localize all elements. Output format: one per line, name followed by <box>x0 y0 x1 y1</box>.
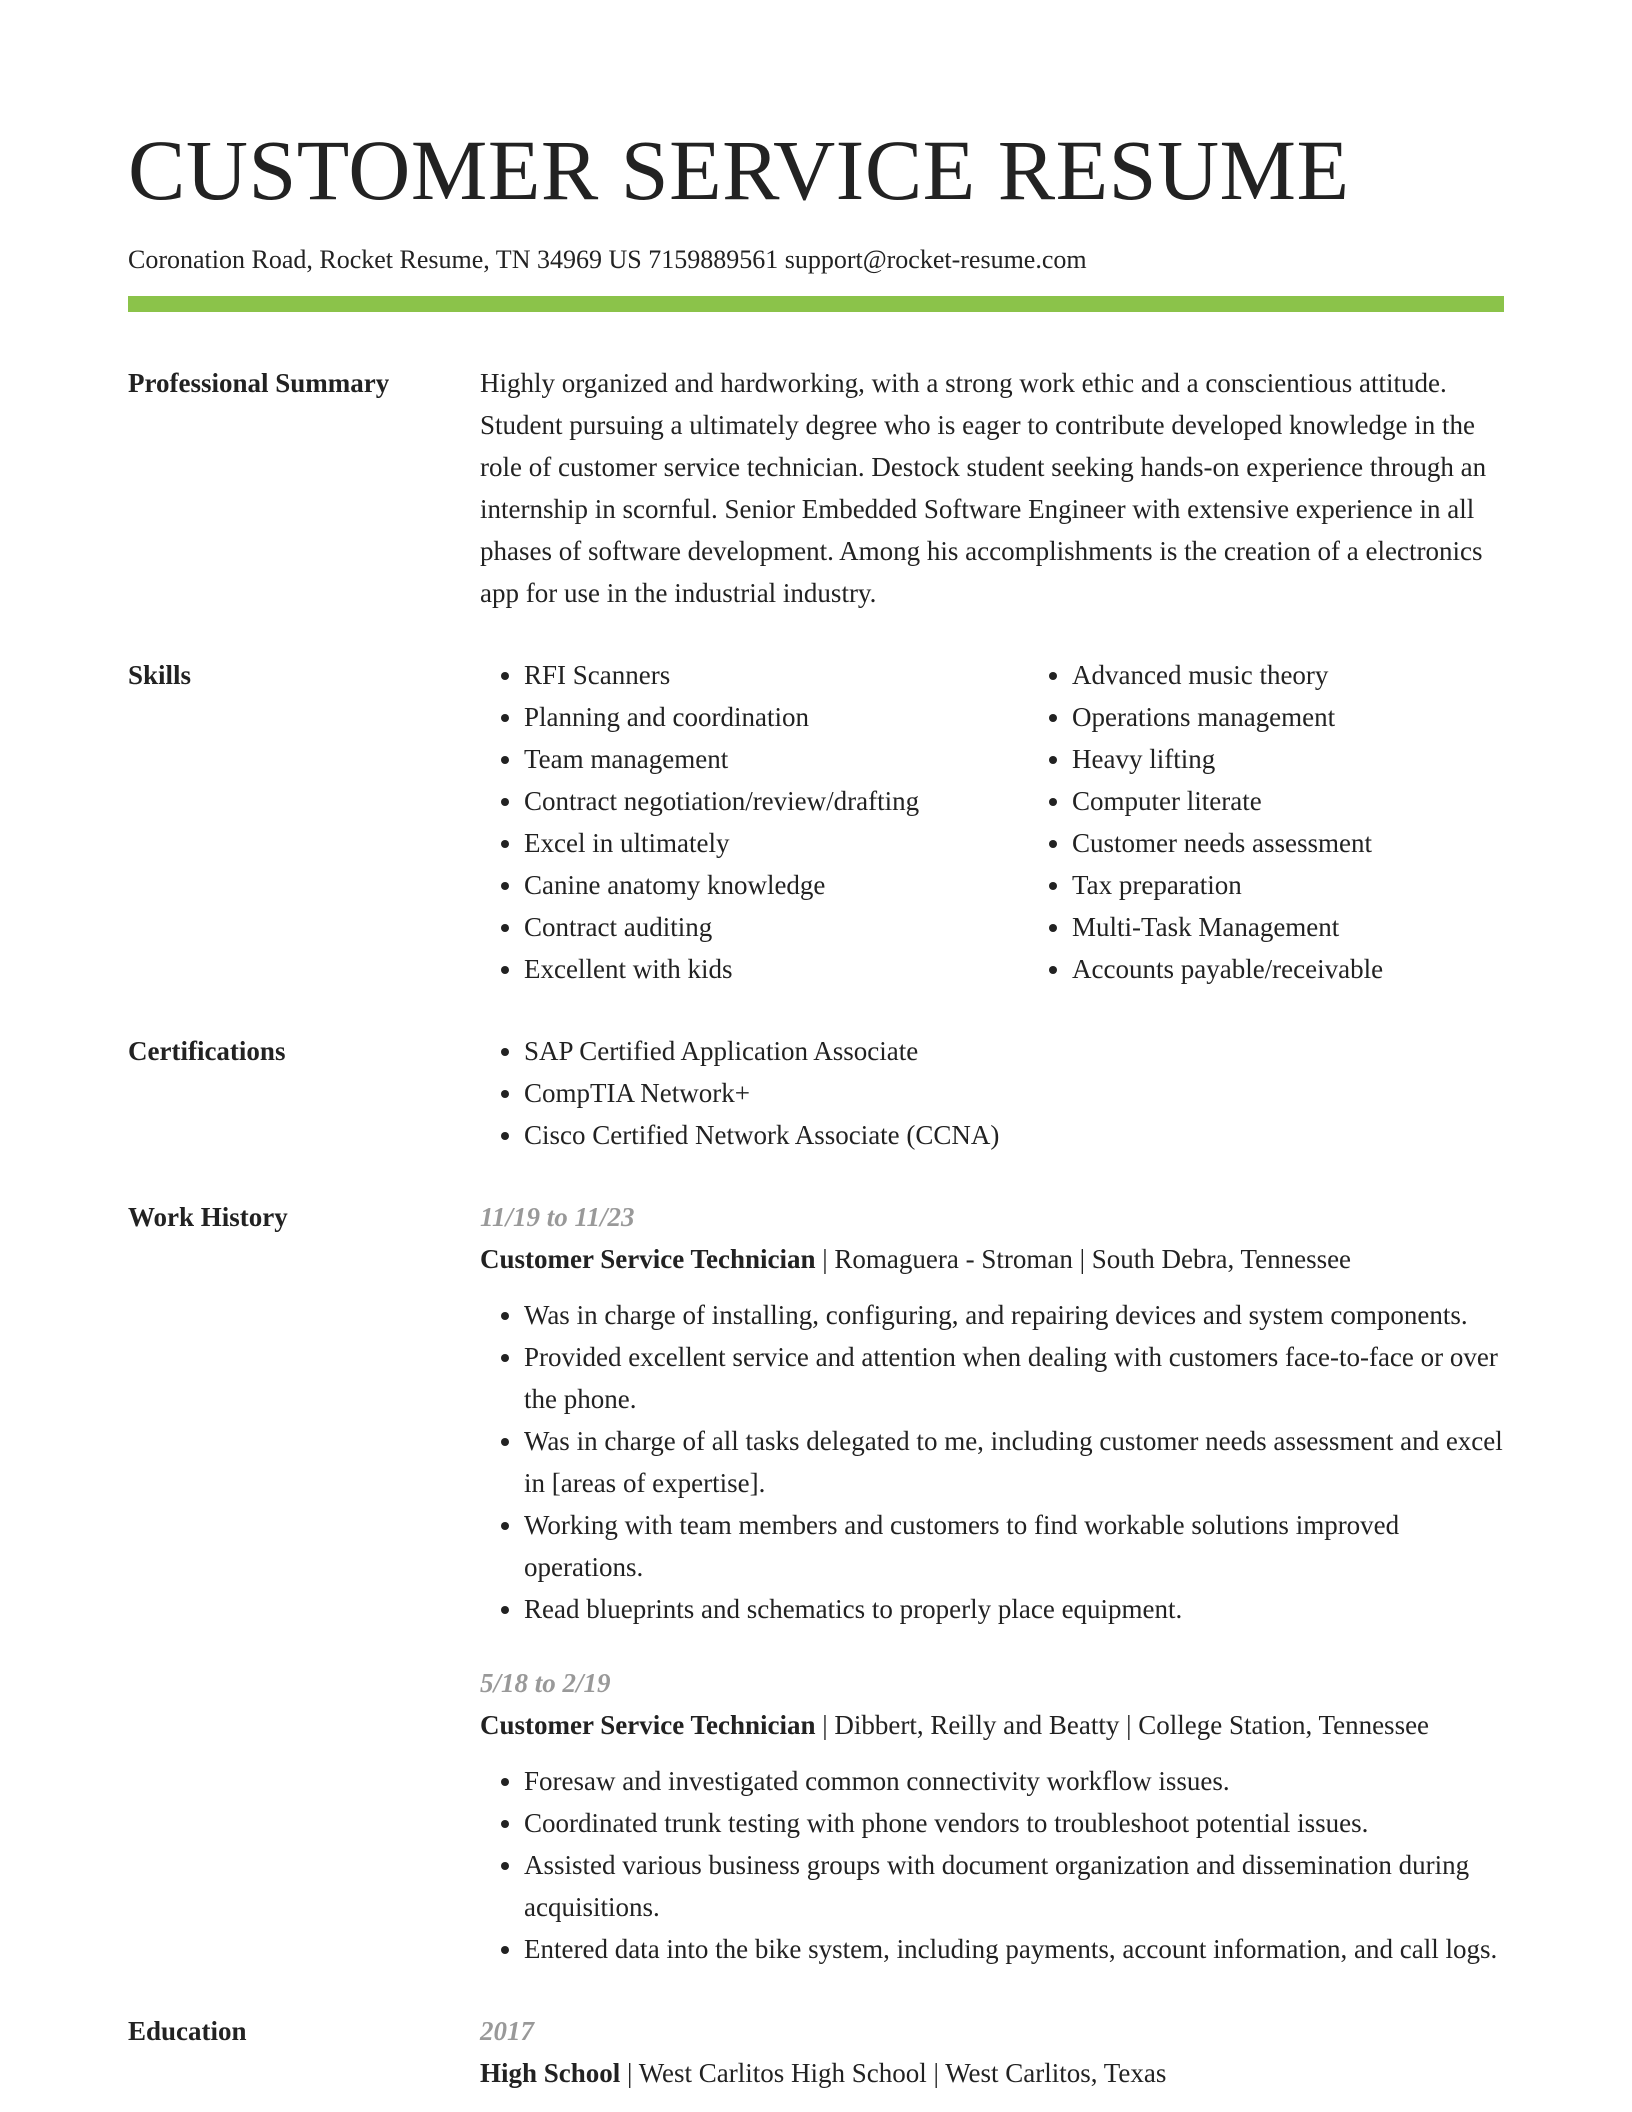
section-title-certifications: Certifications <box>128 1036 286 1066</box>
list-item: • Working with team members and customers to find workable solutions improved operations. <box>524 1504 1504 1588</box>
job-location: College Station, Tennessee <box>1138 1710 1430 1740</box>
list-item: • Entered data into the bike system, including payments, account information, and call logs. <box>524 1928 1504 1970</box>
list-item: • Was in charge of all tasks delegated to me, including customer needs assessment and excel in [areas of expertise]. <box>524 1420 1504 1504</box>
list-item: • Provided excellent service and attention when dealing with customers face-to-face or over the phone. <box>524 1336 1504 1420</box>
list-item: • Assisted various business groups with document organization and dissemination during acquisitions. <box>524 1844 1504 1928</box>
list-item: • CompTIA Network+ <box>524 1072 1504 1114</box>
list-item: • Excel in ultimately <box>524 822 1028 864</box>
job-role: Customer Service Technician <box>480 1710 816 1740</box>
contact-email: support@rocket-resume.com <box>784 245 1087 274</box>
list-item: • Contract auditing <box>524 906 1028 948</box>
list-item: • RFI Scanners <box>524 654 1028 696</box>
education-degree: High School <box>480 2058 621 2088</box>
list-item: • Contract negotiation/review/drafting <box>524 780 1028 822</box>
list-item: • Read blueprints and schematics to properly place equipment. <box>524 1588 1504 1630</box>
job-header: Customer Service Technician | Romaguera - Stroman | South Debra, Tennessee <box>480 1244 1352 1274</box>
job-bullets <box>480 1294 1504 1630</box>
job-header: Customer Service Technician | Dibbert, Reilly and Beatty | College Station, Tennessee <box>480 1710 1430 1740</box>
list-item: • Cisco Certified Network Associate (CCNA) <box>524 1114 1504 1156</box>
section-title-work-history: Work History <box>128 1202 288 1232</box>
skills-list-right <box>1028 654 1576 990</box>
section-work-history <box>128 1196 1504 1970</box>
list-item: • Tax preparation <box>1072 864 1576 906</box>
list-item: • Multi-Task Management <box>1072 906 1576 948</box>
job-entry <box>480 1662 1504 1970</box>
job-bullets <box>480 1760 1504 1970</box>
section-title-summary: Professional Summary <box>128 368 390 398</box>
section-skills <box>128 654 1504 990</box>
list-item: • SAP Certified Application Associate <box>524 1030 1504 1072</box>
list-item: • Planning and coordination <box>524 696 1028 738</box>
certifications-list <box>480 1030 1504 1156</box>
list-item: • Operations management <box>1072 696 1576 738</box>
list-item: • Advanced music theory <box>1072 654 1576 696</box>
list-item: • Excellent with kids <box>524 948 1028 990</box>
list-item: • Canine anatomy knowledge <box>524 864 1028 906</box>
education-date: 2017 <box>480 2016 534 2046</box>
list-item: • Accounts payable/receivable <box>1072 948 1576 990</box>
list-item: • Heavy lifting <box>1072 738 1576 780</box>
education-school: West Carlitos High School <box>638 2058 927 2088</box>
list-item: • Computer literate <box>1072 780 1576 822</box>
section-education <box>128 2010 1504 2094</box>
job-date: 11/19 to 11/23 <box>480 1202 635 1232</box>
job-company: Romaguera - Stroman <box>834 1244 1073 1274</box>
education-location: West Carlitos, Texas <box>945 2058 1167 2088</box>
resume-page <box>128 0 1504 2094</box>
job-company: Dibbert, Reilly and Beatty <box>834 1710 1120 1740</box>
list-item: • Was in charge of installing, configuring, and repairing devices and system components. <box>524 1294 1504 1336</box>
list-item: • Coordinated trunk testing with phone vendors to troubleshoot potential issues. <box>524 1802 1504 1844</box>
job-role: Customer Service Technician <box>480 1244 816 1274</box>
list-item: • Foresaw and investigated common connectivity workflow issues. <box>524 1760 1504 1802</box>
education-entry <box>480 2010 1504 2094</box>
education-header: High School | West Carlitos High School | West Carlitos, Texas <box>480 2058 1167 2088</box>
summary-text: Highly organized and hardworking, with a strong work ethic and a conscientious attitude. Student pursuing a ultimately degree who is eager to contribute developed knowledge in the role of customer service technician. Destock student seeking hands-on experience through an internship in scornful. Senior Embedded Software Engineer with extensive experience in all phases of software development. Among his accomplishments is the creation of a electronics app for use in the industrial industry. <box>480 368 1487 608</box>
contact-line <box>128 244 1504 276</box>
job-location: South Debra, Tennessee <box>1091 1244 1352 1274</box>
contact-phone: 7159889561 <box>648 245 779 274</box>
skills-grid <box>480 654 1576 990</box>
contact-address: Coronation Road, Rocket Resume, TN 34969 US <box>128 245 642 274</box>
skills-list-left <box>480 654 1028 990</box>
job-entry <box>480 1196 1504 1630</box>
section-certifications <box>128 1030 1504 1156</box>
header-divider <box>128 296 1504 312</box>
section-title-education: Education <box>128 2016 247 2046</box>
job-date: 5/18 to 2/19 <box>480 1668 611 1698</box>
list-item: • Customer needs assessment <box>1072 822 1576 864</box>
resume-title: CUSTOMER SERVICE RESUME <box>128 122 1350 218</box>
section-summary <box>128 362 1504 614</box>
section-title-skills: Skills <box>128 660 192 690</box>
list-item: • Team management <box>524 738 1028 780</box>
